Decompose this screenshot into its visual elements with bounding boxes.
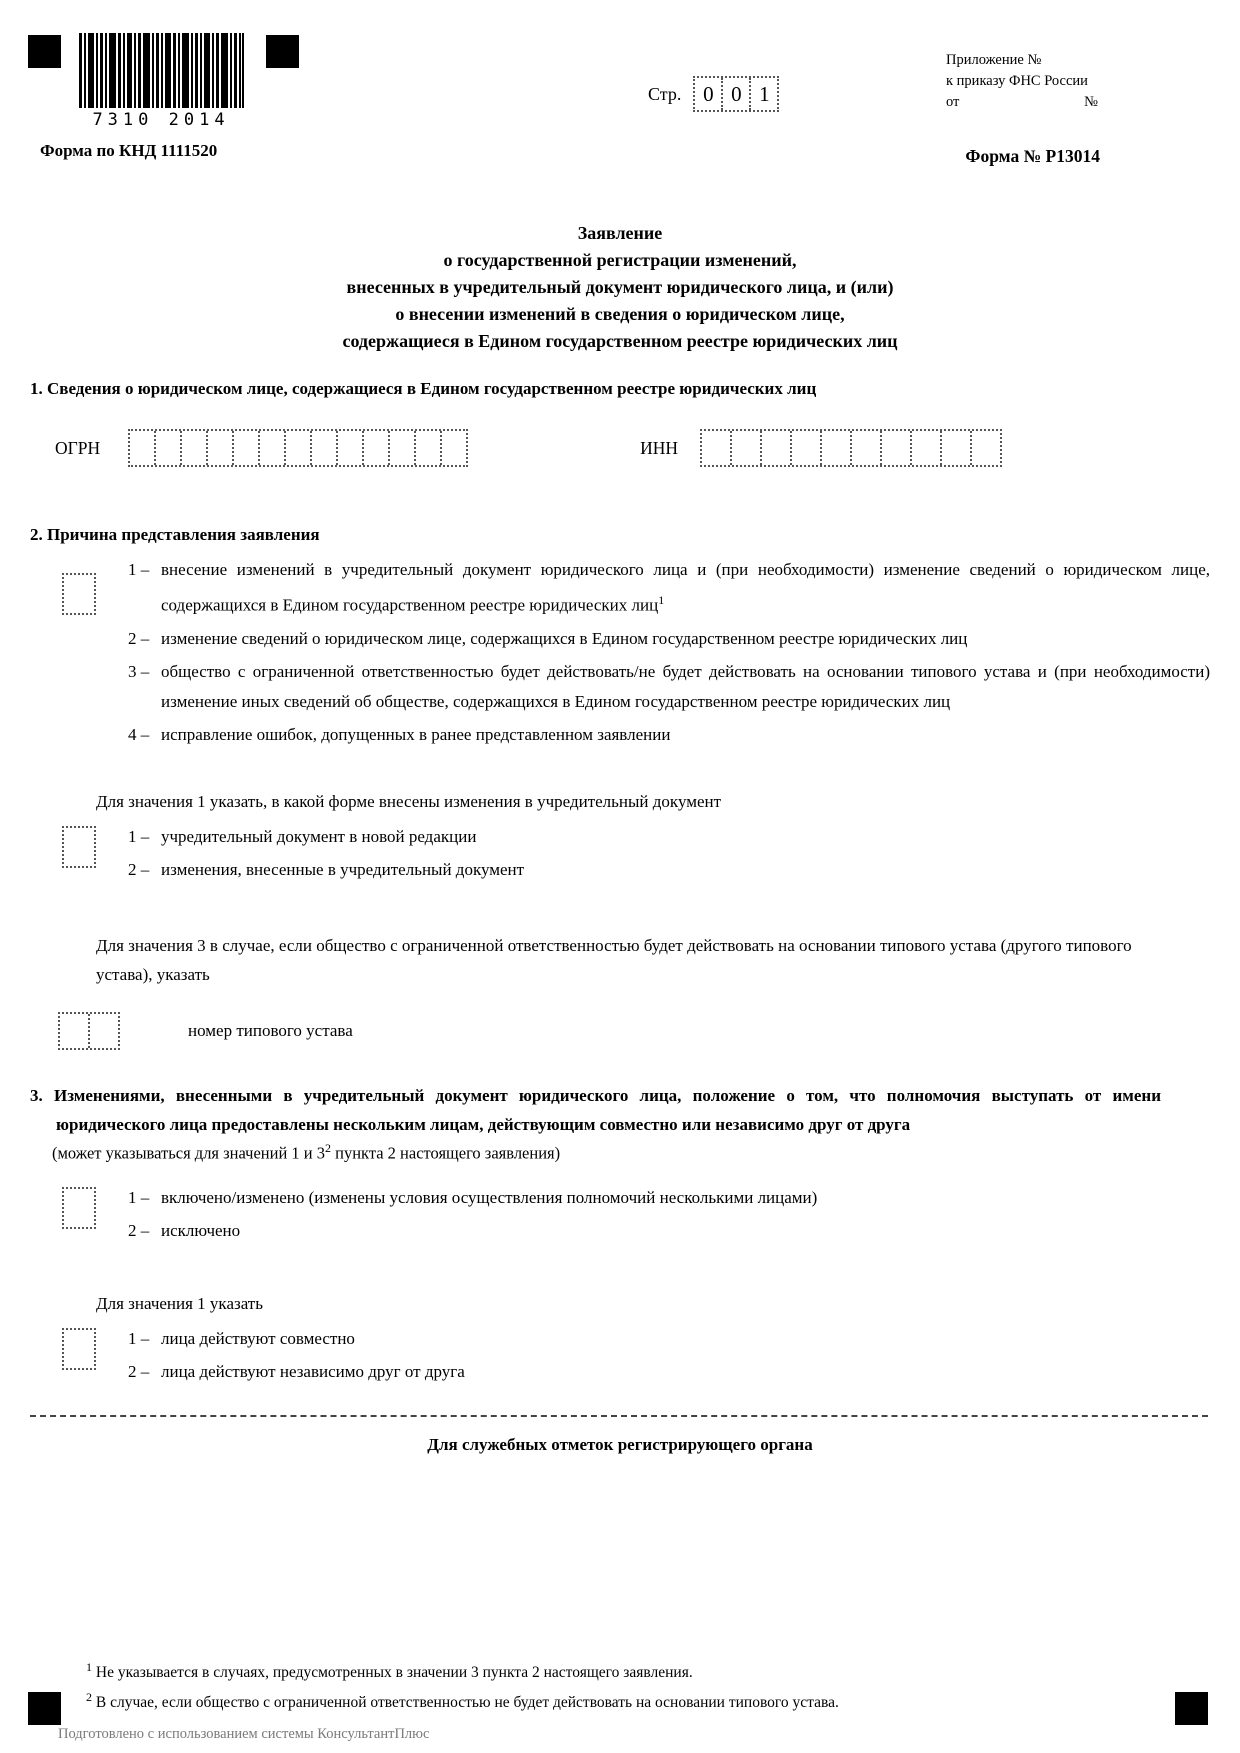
- item-text: исключено: [161, 1221, 241, 1241]
- input-cell[interactable]: [154, 431, 180, 465]
- charter-number-field[interactable]: [58, 1012, 120, 1050]
- registration-mark-bottom-right: [1175, 1692, 1208, 1725]
- item-text: включено/изменено (изменены условия осуществления полномочий несколькими лицами): [161, 1188, 818, 1208]
- footnote-marker: 1: [658, 593, 665, 607]
- charter-number-row: [30, 1009, 1210, 1053]
- page-number-cell[interactable]: 1: [749, 78, 777, 110]
- inn-field[interactable]: [700, 429, 1002, 467]
- input-cell[interactable]: [730, 431, 760, 465]
- item-number: 2 –: [128, 1221, 150, 1241]
- list-item: [128, 1183, 1210, 1213]
- joint-action-checkbox[interactable]: [62, 1328, 96, 1370]
- item-number: 3 –: [128, 661, 150, 681]
- input-cell[interactable]: [336, 431, 362, 465]
- page-number-cell[interactable]: 0: [721, 78, 749, 110]
- footnote-text: Не указывается в случаях, предусмотренных в значении 3 пункта 2 настоящего заявления.: [95, 1663, 693, 1681]
- input-cell[interactable]: [310, 431, 336, 465]
- item-text: лица действуют совместно: [161, 1329, 355, 1349]
- service-marks-label: Для служебных отметок регистрирующего органа: [427, 1435, 813, 1455]
- list-item: [128, 555, 1210, 621]
- footnote-marker: 2: [324, 1140, 331, 1155]
- prepared-with-credit: Подготовлено с использованием системы КонсультантПлюс: [58, 1726, 430, 1742]
- inn-label: ИНН: [640, 437, 679, 458]
- footnotes: [86, 1651, 839, 1711]
- input-cell[interactable]: [60, 1014, 88, 1048]
- item-number: 1 –: [128, 1329, 150, 1349]
- form-title-line: внесенных в учредительный документ юридического лица, и (или): [346, 277, 894, 297]
- section2-sub1-heading: Для значения 1 указать, в какой форме внесены изменения в учредительный документ: [96, 791, 722, 811]
- section3-note: (может указываться для значений 1 и $3^2$ пункта 2 настоящего заявления): [52, 1140, 561, 1163]
- input-cell[interactable]: [820, 431, 850, 465]
- registration-mark-bottom-left: [28, 1692, 61, 1725]
- section2-reason-options: [30, 555, 1210, 750]
- section3-sub-options: [30, 1324, 1210, 1387]
- input-cell[interactable]: [284, 431, 310, 465]
- section1-heading: 1. Сведения о юридическом лице, содержащиеся в Едином государственном реестре юридических лиц: [30, 379, 817, 398]
- footnote: [86, 1691, 839, 1711]
- footnote-marker: 2: [86, 1689, 92, 1704]
- item-text: общество с ограниченной ответственностью будет действовать/не будет действовать на основании типового устава и (при необходимости) изменение иных сведений об обществе, содержащихся в Едином государственном реестре юридических лиц: [161, 661, 1210, 711]
- input-cell[interactable]: [362, 431, 388, 465]
- footnote-text: В случае, если общество с ограниченной ответственностью не будет действовать на основании типового устава.: [95, 1693, 839, 1711]
- list-item: [128, 657, 1210, 717]
- page-number-cell[interactable]: 0: [703, 81, 714, 106]
- list-item: [128, 1324, 1210, 1354]
- input-cell[interactable]: [258, 431, 284, 465]
- item-text: внесение изменений в учредительный документ юридического лица и (при необходимости) изменение сведений о юридическом лице, содержащихся в Едином государственном реестре юридических лиц$^1$: [161, 560, 1210, 615]
- authority-change-checkbox[interactable]: [62, 1187, 96, 1229]
- footnote: [86, 1661, 839, 1681]
- item-text: изменения, внесенные в учредительный документ: [161, 859, 525, 879]
- page-number-label: Стр.: [648, 83, 682, 104]
- list-item: [128, 1357, 1210, 1387]
- input-cell[interactable]: [790, 431, 820, 465]
- registration-mark-top-left: [28, 35, 61, 68]
- section3-sub-heading: Для значения 1 указать: [96, 1294, 263, 1314]
- section3-options: [30, 1183, 1210, 1246]
- item-number: 2 –: [128, 628, 150, 648]
- input-cell[interactable]: [440, 431, 466, 465]
- list-item: [128, 720, 1210, 750]
- section2-heading: 2. Причина представления заявления: [30, 525, 320, 544]
- form-title-line: Заявление: [577, 223, 663, 243]
- item-number: 4 –: [128, 724, 150, 744]
- item-number: 1 –: [128, 1188, 150, 1208]
- ogrn-label: ОГРН: [55, 437, 101, 458]
- item-text: лица действуют независимо друг от друга: [161, 1362, 465, 1382]
- input-cell[interactable]: [910, 431, 940, 465]
- form-title-line: о внесении изменений в сведения о юридическом лице,: [395, 304, 845, 324]
- input-cell[interactable]: [88, 1014, 118, 1048]
- section2-sub1-options: [30, 822, 1210, 885]
- item-text: учредительный документ в новой редакции: [161, 826, 477, 846]
- input-cell[interactable]: [880, 431, 910, 465]
- input-cell[interactable]: [970, 431, 1000, 465]
- appendix-line1: Приложение №: [946, 52, 1042, 68]
- footnote-marker: 1: [86, 1659, 92, 1674]
- section2-sub2-heading: Для значения 3 в случае, если общество с ограниченной ответственностью будет действовать на основании типового устава (другого типового устава), указать: [96, 935, 1132, 984]
- section1-fields: [55, 429, 1210, 467]
- form-number-label: Форма № Р13014: [965, 146, 1100, 166]
- list-item: [128, 624, 1210, 654]
- input-cell[interactable]: [232, 431, 258, 465]
- form-title: [30, 220, 1210, 355]
- input-cell[interactable]: [130, 431, 154, 465]
- input-cell[interactable]: [206, 431, 232, 465]
- input-cell[interactable]: [850, 431, 880, 465]
- barcode: [79, 33, 244, 108]
- appendix-from-label: от: [946, 94, 960, 111]
- page-number: [648, 76, 779, 112]
- list-item: [128, 822, 1210, 852]
- list-item: [128, 1216, 1210, 1246]
- input-cell[interactable]: [414, 431, 440, 465]
- list-item: [128, 855, 1210, 885]
- item-number: 2 –: [128, 859, 150, 879]
- charter-number-label: номер типового устава: [188, 1020, 353, 1040]
- input-cell[interactable]: [940, 431, 970, 465]
- registration-mark-top-left-2: [266, 35, 299, 68]
- input-cell[interactable]: [702, 431, 730, 465]
- ogrn-field[interactable]: [128, 429, 468, 467]
- page-number-field: [693, 76, 779, 112]
- document-form-checkbox[interactable]: [62, 826, 96, 868]
- knd-code-label: Форма по КНД 1111520: [40, 141, 218, 160]
- appendix-line2: к приказу ФНС России: [946, 73, 1088, 90]
- appendix-number-label: №: [1084, 94, 1098, 111]
- appendix-reference: [946, 50, 1098, 113]
- section3-heading: 3. Изменениями, внесенными в учредительный документ юридического лица, положение о том, что полномочия выступать от имени юридического лица предоставлены нескольким лицам, действующим совместно или независимо друг от друга: [30, 1085, 1161, 1134]
- barcode-digits: 7310 2014: [92, 110, 230, 130]
- item-number: 1 –: [128, 826, 150, 846]
- reason-checkbox[interactable]: [62, 573, 96, 615]
- item-text: исправление ошибок, допущенных в ранее представленном заявлении: [161, 724, 671, 744]
- input-cell[interactable]: [180, 431, 206, 465]
- item-text: изменение сведений о юридическом лице, содержащихся в Едином государственном реестре юридических лиц: [161, 628, 968, 648]
- service-separator: [30, 1415, 1208, 1417]
- input-cell[interactable]: [388, 431, 414, 465]
- form-title-line: о государственной регистрации изменений,: [443, 250, 797, 270]
- item-number: 2 –: [128, 1362, 150, 1382]
- input-cell[interactable]: [760, 431, 790, 465]
- item-number: 1 –: [128, 560, 150, 579]
- form-title-line: содержащиеся в Едином государственном реестре юридических лиц: [342, 331, 898, 351]
